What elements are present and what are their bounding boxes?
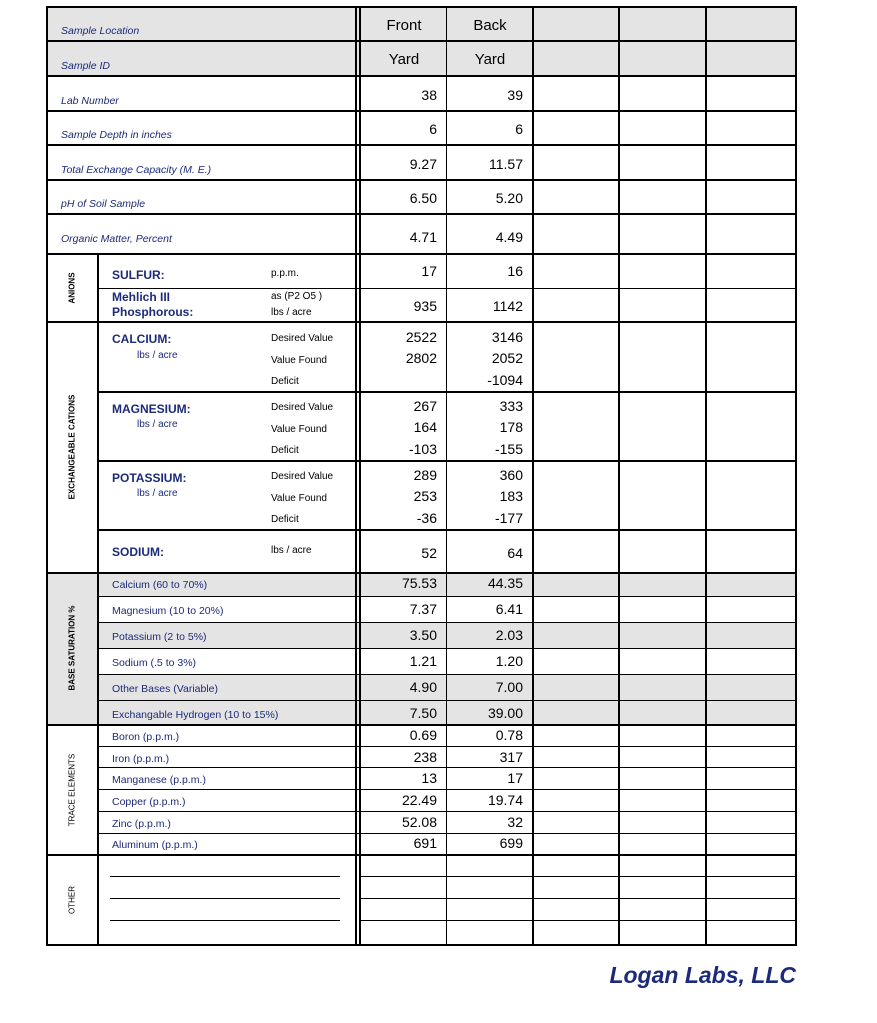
calcium-found-label: Value Found	[271, 355, 327, 366]
sodium-unit: lbs / acre	[271, 545, 312, 556]
tec-col2: 11.57	[489, 156, 523, 172]
magnesium-desired-col2: 333	[499, 398, 523, 414]
ph-col2: 5.20	[495, 190, 523, 206]
bs-other-bases-label: Other Bases (Variable)	[112, 683, 219, 695]
sulfur-name: SULFUR:	[112, 268, 165, 282]
sample-depth-col2: 6	[515, 121, 523, 137]
trace-manganese-label: Manganese (p.p.m.)	[112, 774, 206, 786]
tec-label: Total Exchange Capacity (M. E.)	[61, 164, 212, 176]
sulfur-unit: p.p.m.	[271, 268, 299, 279]
sodium-col2: 64	[507, 545, 523, 561]
trace-copper-label: Copper (p.p.m.)	[112, 796, 186, 808]
anions-section-label: ANIONS	[67, 272, 77, 304]
sodium-name: SODIUM:	[112, 545, 164, 559]
calcium-desired-label: Desired Value	[271, 333, 334, 344]
potassium-found-col2: 183	[499, 488, 523, 504]
calcium-deficit-label: Deficit	[271, 376, 299, 387]
magnesium-found-col2: 178	[499, 419, 523, 435]
potassium-desired-col1: 289	[413, 467, 437, 483]
calcium-desired-col1: 2522	[405, 329, 437, 345]
bs-magnesium-col1: 7.37	[409, 601, 437, 617]
bs-sodium-col1: 1.21	[409, 653, 437, 669]
bs-calcium-col1: 75.53	[401, 575, 437, 591]
trace-iron-label: Iron (p.p.m.)	[112, 753, 170, 765]
lab-number-label: Lab Number	[61, 95, 119, 107]
calcium-found-col2: 2052	[491, 350, 523, 366]
organic-matter-col2: 4.49	[495, 229, 523, 245]
company-name: Logan Labs, LLC	[609, 962, 796, 988]
trace-copper-col1: 22.49	[401, 792, 437, 808]
trace-zinc-col1: 52.08	[401, 814, 437, 830]
sulfur-col2: 16	[507, 263, 523, 279]
bs-hydrogen-label: Exchangable Hydrogen (10 to 15%)	[112, 709, 279, 721]
potassium-deficit-label: Deficit	[271, 514, 299, 525]
bs-magnesium-col2: 6.41	[495, 601, 523, 617]
potassium-sub: lbs / acre	[137, 488, 178, 499]
organic-matter-label: Organic Matter, Percent	[61, 233, 172, 245]
organic-matter-col1: 4.71	[409, 229, 437, 245]
bs-calcium-col2: 44.35	[487, 575, 523, 591]
sample-id-col1: Yard	[388, 51, 420, 68]
ph-label: pH of Soil Sample	[61, 198, 146, 210]
phosphorous-col1: 935	[413, 298, 437, 314]
potassium-desired-col2: 360	[499, 467, 523, 483]
bs-potassium-col2: 2.03	[495, 627, 523, 643]
bs-other-bases-col1: 4.90	[409, 679, 437, 695]
phosphorous-unit-line2: lbs / acre	[271, 307, 312, 318]
bs-potassium-label: Potassium (2 to 5%)	[112, 631, 207, 643]
trace-aluminum-col1: 691	[413, 835, 437, 851]
potassium-found-col1: 253	[413, 488, 437, 504]
other-section-label: OTHER	[67, 886, 77, 914]
magnesium-deficit-col2: -155	[494, 441, 523, 457]
sample-location-col2: Back	[473, 17, 507, 34]
trace-zinc-col2: 32	[507, 814, 523, 830]
bs-calcium-label: Calcium (60 to 70%)	[112, 579, 208, 591]
potassium-found-label: Value Found	[271, 493, 327, 504]
trace-aluminum-label: Aluminum (p.p.m.)	[112, 839, 198, 851]
calcium-sub: lbs / acre	[137, 350, 178, 361]
magnesium-name: MAGNESIUM:	[112, 402, 191, 416]
trace-boron-label: Boron (p.p.m.)	[112, 731, 180, 743]
magnesium-desired-col1: 267	[413, 398, 437, 414]
trace-section-label: TRACE ELEMENTS	[67, 753, 77, 827]
trace-iron-col1: 238	[413, 749, 437, 765]
bs-potassium-col1: 3.50	[409, 627, 437, 643]
potassium-name: POTASSIUM:	[112, 471, 187, 485]
bs-hydrogen-col2: 39.00	[487, 705, 523, 721]
base-saturation-section-label: BASE SATURATION %	[67, 605, 77, 691]
bs-sodium-label: Sodium (.5 to 3%)	[112, 657, 197, 669]
potassium-deficit-col1: -36	[416, 510, 437, 526]
phosphorous-name-line1: Mehlich III	[112, 290, 171, 304]
trace-boron-col2: 0.78	[495, 727, 523, 743]
magnesium-sub: lbs / acre	[137, 419, 178, 430]
bs-other-bases-col2: 7.00	[495, 679, 523, 695]
trace-zinc-label: Zinc (p.p.m.)	[112, 818, 171, 830]
trace-manganese-col2: 17	[507, 770, 523, 786]
sulfur-col1: 17	[421, 263, 437, 279]
trace-iron-col2: 317	[499, 749, 523, 765]
magnesium-desired-label: Desired Value	[271, 402, 334, 413]
potassium-deficit-col2: -177	[494, 510, 523, 526]
tec-col1: 9.27	[409, 156, 437, 172]
magnesium-found-col1: 164	[413, 419, 437, 435]
calcium-found-col1: 2802	[405, 350, 437, 366]
bs-sodium-col2: 1.20	[495, 653, 523, 669]
sample-depth-col1: 6	[429, 121, 437, 137]
phosphorous-unit-line1: as (P2 O5 )	[271, 291, 323, 302]
sample-location-col1: Front	[386, 17, 422, 34]
trace-manganese-col1: 13	[421, 770, 437, 786]
magnesium-deficit-label: Deficit	[271, 445, 299, 456]
bs-magnesium-label: Magnesium (10 to 20%)	[112, 605, 224, 617]
bs-hydrogen-col1: 7.50	[409, 705, 437, 721]
cations-section-label: EXCHANGEABLE CATIONS	[67, 394, 77, 500]
magnesium-found-label: Value Found	[271, 424, 327, 435]
sample-id-label: Sample ID	[61, 60, 111, 72]
calcium-desired-col2: 3146	[491, 329, 523, 345]
lab-number-col1: 38	[421, 87, 437, 103]
sample-id-col2: Yard	[474, 51, 506, 68]
trace-aluminum-col2: 699	[499, 835, 523, 851]
sodium-col1: 52	[421, 545, 437, 561]
magnesium-deficit-col1: -103	[408, 441, 437, 457]
trace-copper-col2: 19.74	[487, 792, 523, 808]
lab-number-col2: 39	[507, 87, 523, 103]
calcium-deficit-col2: -1094	[487, 372, 523, 388]
ph-col1: 6.50	[409, 190, 437, 206]
potassium-desired-label: Desired Value	[271, 471, 334, 482]
sample-depth-label: Sample Depth in inches	[61, 129, 172, 141]
phosphorous-col2: 1142	[492, 298, 523, 314]
sample-location-label: Sample Location	[61, 25, 140, 37]
calcium-name: CALCIUM:	[112, 332, 172, 346]
phosphorous-name-line2: Phosphorous:	[112, 305, 194, 319]
trace-boron-col1: 0.69	[409, 727, 437, 743]
